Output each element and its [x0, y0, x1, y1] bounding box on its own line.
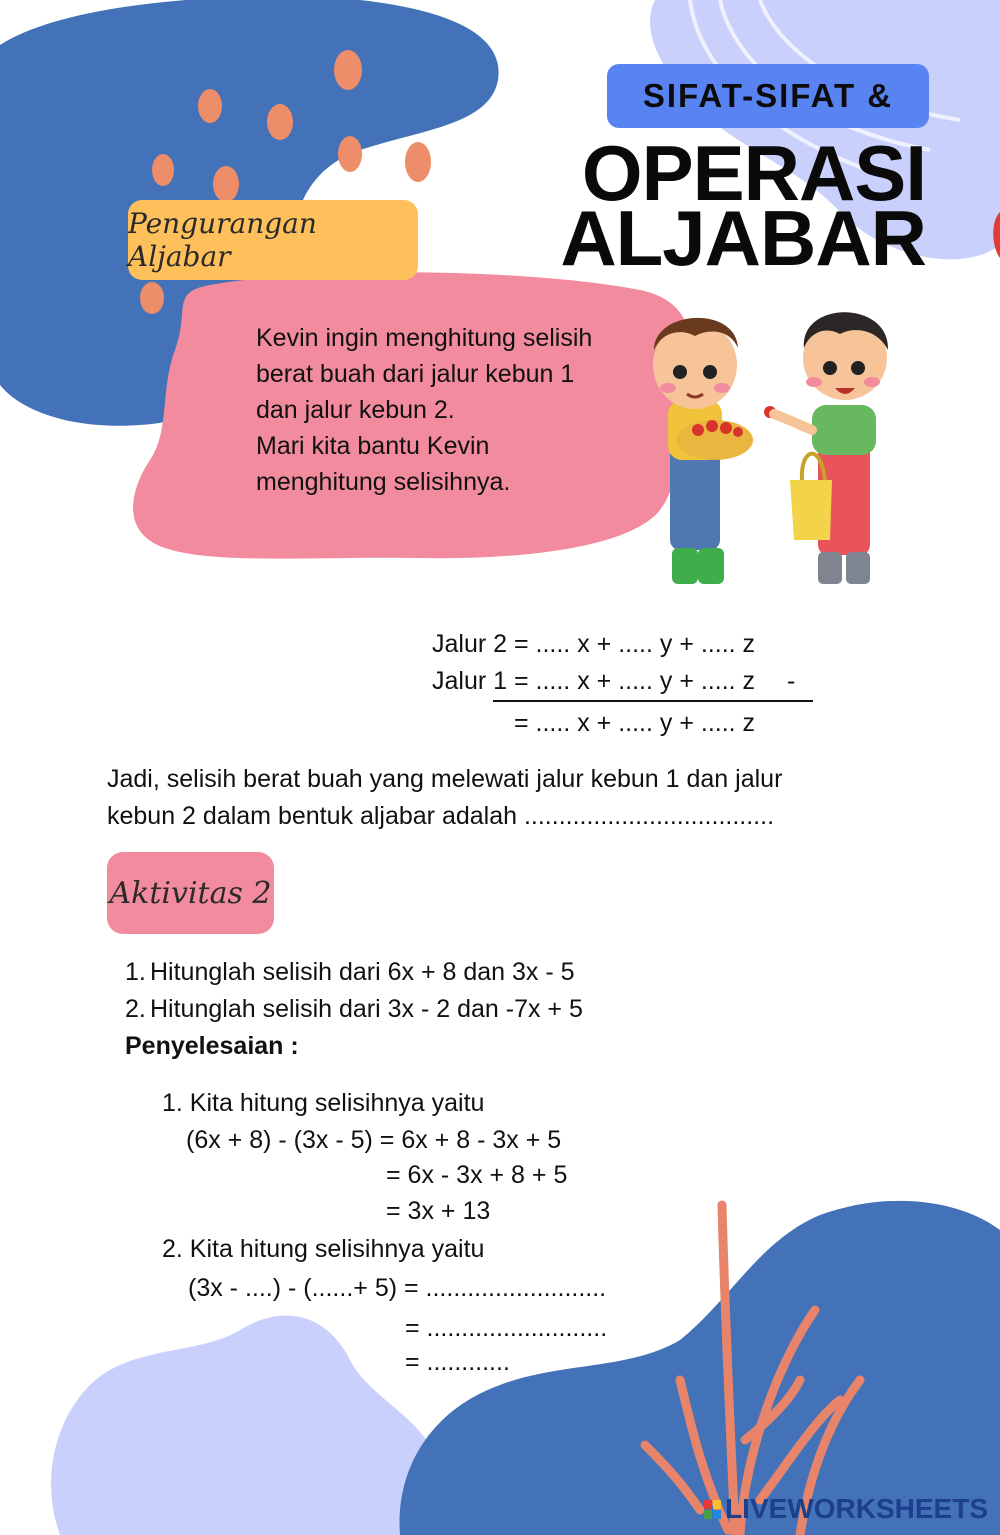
- boy-with-basket: [653, 318, 753, 584]
- subtraction-rule: [493, 700, 813, 702]
- solution-heading: Penyelesaian :: [125, 1032, 299, 1060]
- solution-1-step: (6x + 8) - (3x - 5) = 6x + 8 - 3x + 5: [186, 1126, 562, 1154]
- task-item: [125, 954, 583, 991]
- liveworksheets-watermark: [704, 1493, 988, 1525]
- subtraction-result: = ..... x + ..... y + ..... z: [514, 709, 756, 737]
- liveworksheets-logo-icon: [704, 1500, 721, 1519]
- title-pill-text: SIFAT-SIFAT &: [642, 77, 894, 114]
- intro-line: Mari kita bantu Kevin: [256, 432, 490, 460]
- conclusion-line: Jadi, selisih berat buah yang melewati jalur kebun 1 dan jalur: [107, 765, 783, 793]
- solution-2-title: 2. Kita hitung selisihnya yaitu: [162, 1235, 485, 1263]
- intro-line: berat buah dari jalur kebun 1: [256, 360, 575, 388]
- activity-label: [107, 852, 274, 934]
- watermark-text: LIVEWORKSHEETS: [725, 1493, 988, 1524]
- solution-1-step: = 6x - 3x + 8 + 5: [386, 1161, 568, 1189]
- task-number: 1.: [125, 958, 146, 986]
- activity-label-text: Aktivitas 2: [109, 875, 272, 911]
- section-label-pengurangan: [128, 200, 418, 280]
- solution-1-title: 1. Kita hitung selisihnya yaitu: [162, 1089, 485, 1117]
- title-pill: [607, 64, 929, 128]
- conclusion-line: kebun 2 dalam bentuk aljabar adalah ....................................: [107, 802, 775, 830]
- intro-line: menghitung selisihnya.: [256, 468, 511, 496]
- solution-2-answer-field[interactable]: (3x - ....) - (......+ 5) = ..........................: [188, 1274, 607, 1302]
- task-list: [125, 954, 583, 1065]
- title-line-operasi: OPERASI: [581, 129, 926, 217]
- subtraction-row-jalur1: Jalur 1 = ..... x + ..... y + ..... z: [432, 667, 756, 695]
- title-line-aljabar: ALJABAR: [560, 194, 926, 282]
- intro-line: Kevin ingin menghitung selisih: [256, 324, 593, 352]
- section-label-text: Pengurangan Aljabar: [128, 207, 317, 273]
- subtraction-row-jalur2: Jalur 2 = ..... x + ..... y + ..... z: [432, 630, 756, 658]
- intro-text: [256, 320, 592, 500]
- boy-with-bag: [764, 312, 888, 584]
- task-number: 2.: [125, 995, 146, 1023]
- task-text: Hitunglah selisih dari 6x + 8 dan 3x - 5: [150, 958, 575, 986]
- solution-1-step: = 3x + 13: [386, 1197, 491, 1225]
- intro-line: dan jalur kebun 2.: [256, 396, 455, 424]
- kids-illustration: [640, 290, 900, 595]
- lavender-blob-bottom: [51, 1316, 442, 1535]
- solution-2-answer-field[interactable]: = ..........................: [405, 1314, 608, 1342]
- task-item: [125, 991, 583, 1028]
- solution-2-answer-field[interactable]: = ............: [405, 1348, 510, 1376]
- task-text: Hitunglah selisih dari 3x - 2 dan -7x + 5: [150, 995, 583, 1023]
- subtraction-minus-sign: -: [787, 667, 796, 695]
